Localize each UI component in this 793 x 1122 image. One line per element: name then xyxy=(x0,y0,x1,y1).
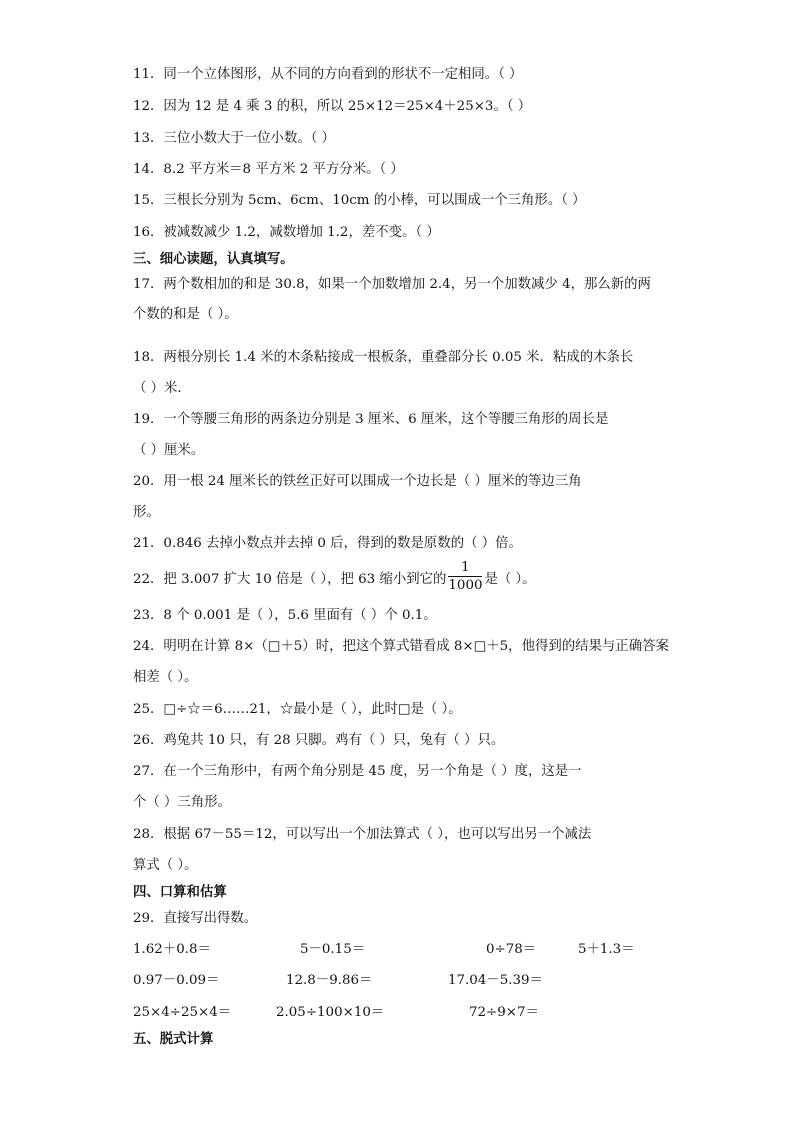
question-13: 13．三位小数大于一位小数。（ ） xyxy=(133,131,336,146)
fraction-numerator: 1 xyxy=(461,560,470,575)
question-18-line2: （ ）米． xyxy=(133,381,191,396)
question-28-line2: 算式（ ）。 xyxy=(133,858,198,873)
question-21: 21．0.846 去掉小数点并去掉 0 后，得到的数是原数的（ ）倍。 xyxy=(133,536,522,551)
question-16: 16．被减数减少 1.2，减数增加 1.2，差不变。（ ） xyxy=(133,225,440,240)
question-18-line1: 18．两根分别长 1.4 米的木条粘接成一根板条，重叠部分长 0.05 米．粘成的木条长 xyxy=(133,350,634,365)
fraction xyxy=(448,560,482,595)
question-24-line1: 24．明明在计算 8×（□＋5）时，把这个算式错看成 8×□＋5，他得到的结果与正确答案 xyxy=(133,639,669,654)
question-19-line1: 19．一个等腰三角形的两条边分别是 3 厘米、6 厘米，这个等腰三角形的周长是 xyxy=(133,412,609,427)
question-25: 25．□÷☆＝6……21，☆最小是（ ），此时□是（ ）。 xyxy=(133,702,462,717)
question-14: 14．8.2 平方米＝8 平方米 2 平方分米。（ ） xyxy=(133,162,404,177)
oral-calc-item: 5－0.15＝ xyxy=(300,942,366,957)
oral-calc-item: 0.97－0.09＝ xyxy=(133,973,220,988)
question-22-prefix: 22．把 3.007 扩大 10 倍是（ ），把 63 缩小到它的 xyxy=(133,572,447,587)
oral-calc-item: 72÷9×7＝ xyxy=(469,1005,539,1020)
oral-calc-item: 2.05÷100×10＝ xyxy=(276,1005,385,1020)
question-24-line2: 相差（ ）。 xyxy=(133,670,198,685)
oral-calc-item: 0÷78＝ xyxy=(486,942,537,957)
oral-calc-item: 17.04－5.39＝ xyxy=(448,973,543,988)
question-11: 11．同一个立体图形，从不同的方向看到的形状不一定相同。（ ） xyxy=(133,67,523,82)
question-20-line2: 形。 xyxy=(133,505,160,520)
section-5-title: 五、脱式计算 xyxy=(133,1032,214,1047)
fraction-denominator: 1000 xyxy=(448,578,483,593)
question-20-line1: 20．用一根 24 厘米长的铁丝正好可以围成一个边长是（ ）厘米的等边三角 xyxy=(133,474,582,489)
section-3-title: 三、细心读题，认真填写。 xyxy=(133,252,294,267)
oral-calc-item: 1.62＋0.8＝ xyxy=(133,942,211,957)
oral-calc-item: 25×4÷25×4＝ xyxy=(133,1005,232,1020)
question-27-line2: 个（ ）三角形。 xyxy=(133,795,231,810)
section-4-title: 四、口算和估算 xyxy=(133,885,227,900)
question-17-line2: 个数的和是（ ）。 xyxy=(133,307,238,322)
question-19-line2: （ ）厘米。 xyxy=(133,443,205,458)
oral-calc-item: 12.8－9.86＝ xyxy=(286,973,373,988)
oral-calc-item: 5＋1.3＝ xyxy=(578,942,635,957)
question-15: 15．三根长分别为 5cm、6cm、10cm 的小棒，可以围成一个三角形。（ ） xyxy=(133,193,586,208)
question-29: 29．直接写出得数。 xyxy=(133,911,258,926)
question-22 xyxy=(133,562,536,597)
question-12: 12．因为 12 是 4 乘 3 的积，所以 25×12＝25×4＋25×3。（ ） xyxy=(133,99,532,114)
question-27-line1: 27．在一个三角形中，有两个角分别是 45 度，另一个角是（ ）度，这是一 xyxy=(133,764,582,779)
question-26: 26．鸡兔共 10 只，有 28 只脚。鸡有（ ）只，兔有（ ）只。 xyxy=(133,733,505,748)
question-28-line1: 28．根据 67－55＝12，可以写出一个加法算式（ ），也可以写出另一个减法 xyxy=(133,827,592,842)
question-17-line1: 17．两个数相加的和是 30.8，如果一个加数增加 2.4，另一个加数减少 4，那么新的两 xyxy=(133,277,651,292)
question-22-suffix: 是（ ）。 xyxy=(484,572,536,587)
question-23: 23．8 个 0.001 是（ ），5.6 里面有（ ）个 0.1。 xyxy=(133,608,437,623)
